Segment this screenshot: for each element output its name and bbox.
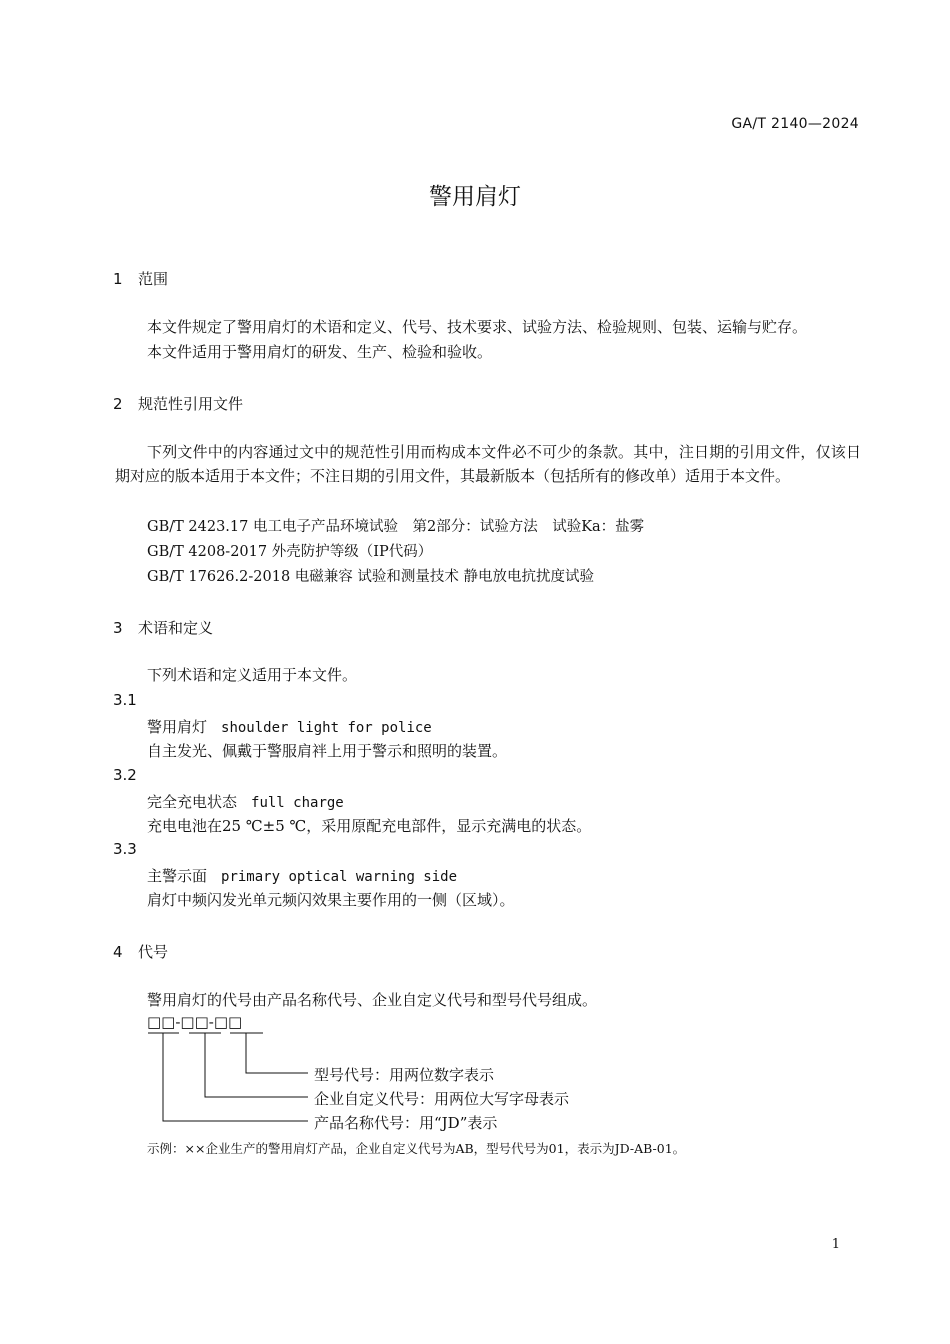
code-pattern: □□-□□-□□ <box>147 1013 243 1031</box>
section-title: 规范性引用文件 <box>138 395 244 413</box>
document-title: 警用肩灯 <box>429 184 521 210</box>
reference-item: GB/T 2423.17 电工电子产品环境试验 第2部分：试验方法 试验Ka：盐雾 <box>147 519 645 535</box>
scope-paragraph-1: 本文件规定了警用肩灯的术语和定义、代号、技术要求、试验方法、检验规则、包装、运输与贮存。 <box>147 318 808 336</box>
scope-paragraph-2: 本文件适用于警用肩灯的研发、生产、检验和验收。 <box>147 343 493 361</box>
model-code-label: 型号代号：用两位数字表示 <box>314 1066 495 1084</box>
term-en: full charge <box>251 795 344 811</box>
product-code-connector <box>163 1033 308 1121</box>
enterprise-code-label: 企业自定义代号：用两位大写字母表示 <box>314 1090 570 1108</box>
example-text: ××企业生产的警用肩灯产品，企业自定义代号为AB，型号代号为01，表示为JD-AB-01。 <box>184 1141 686 1156</box>
term-definition: 自主发光、佩戴于警服肩袢上用于警示和照明的装置。 <box>147 742 508 760</box>
term-cn: 警用肩灯 <box>147 718 208 736</box>
example-note <box>147 1139 685 1157</box>
section-number: 4 <box>113 943 123 961</box>
section-title: 代号 <box>138 943 169 961</box>
term-definition: 充电电池在25 ℃±5 ℃，采用原配充电部件，显示充满电的状态。 <box>147 817 592 835</box>
normative-references-intro: 下列文件中的内容通过文中的规范性引用而构成本文件必不可少的条款。其中，注日期的引用文件，仅该日期对应的版本适用于本文件；不注日期的引用文件，其最新版本（包括所有的修改单）适用于本文件。 <box>115 443 861 485</box>
section-number: 2 <box>113 395 123 413</box>
enterprise-code-connector <box>205 1033 308 1097</box>
standard-number: GA/T 2140—2024 <box>731 116 859 132</box>
model-code-connector <box>246 1033 308 1073</box>
term-en: primary optical warning side <box>221 869 458 885</box>
term-number: 3.1 <box>113 691 137 709</box>
page-number: 1 <box>831 1237 840 1252</box>
code-intro: 警用肩灯的代号由产品名称代号、企业自定义代号和型号代号组成。 <box>147 991 598 1009</box>
term-cn: 完全充电状态 <box>147 793 238 811</box>
example-tag: 示例： <box>147 1141 185 1156</box>
reference-item: GB/T 4208-2017 外壳防护等级（IP代码） <box>147 544 433 560</box>
term-number: 3.3 <box>113 840 137 858</box>
term-en: shoulder light for police <box>221 720 432 736</box>
product-code-label: 产品名称代号：用“JD”表示 <box>314 1114 498 1132</box>
term-cn: 主警示面 <box>147 867 208 885</box>
term-number: 3.2 <box>113 766 137 784</box>
section-number: 3 <box>113 619 123 637</box>
reference-item: GB/T 17626.2-2018 电磁兼容 试验和测量技术 静电放电抗扰度试验 <box>147 569 594 585</box>
section-title: 术语和定义 <box>138 619 214 637</box>
terms-intro: 下列术语和定义适用于本文件。 <box>147 666 358 684</box>
term-definition: 肩灯中频闪发光单元频闪效果主要作用的一侧（区域）。 <box>147 891 515 909</box>
section-number: 1 <box>113 270 123 288</box>
section-title: 范围 <box>138 270 169 288</box>
